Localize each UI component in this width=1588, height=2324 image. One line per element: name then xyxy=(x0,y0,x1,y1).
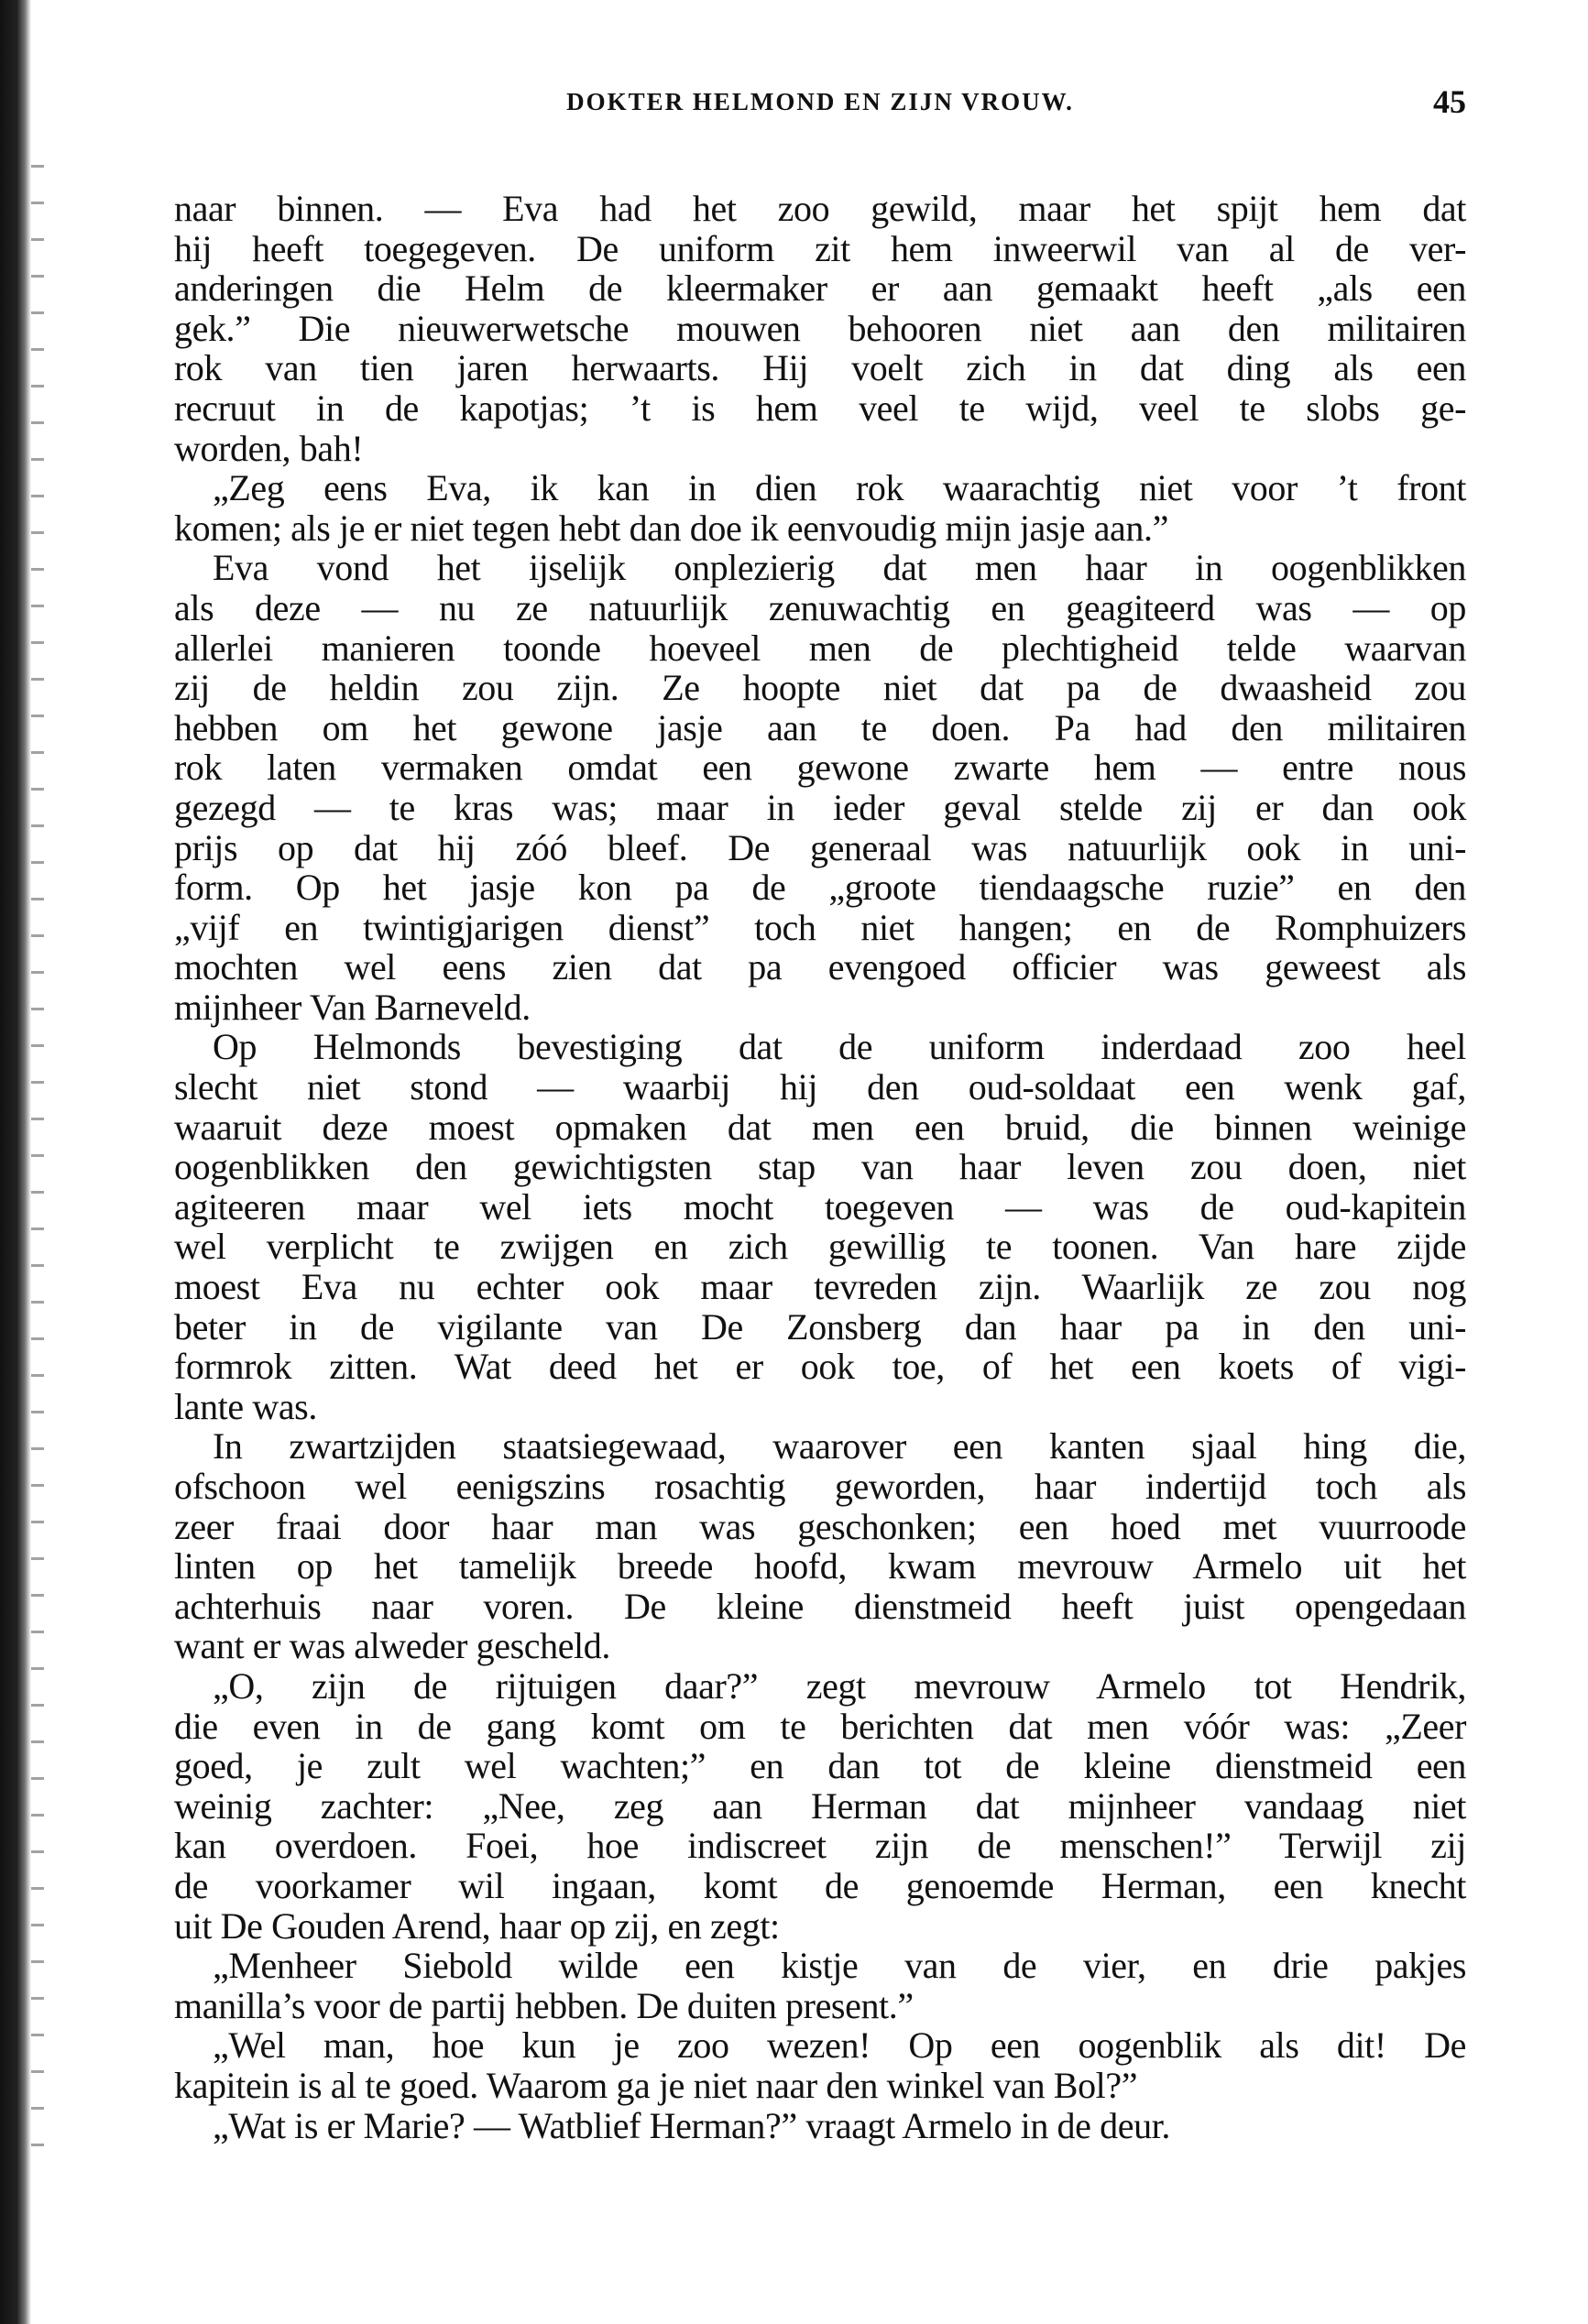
text-line: agiteeren maar wel iets mocht toegeven — was de oud-kapitein xyxy=(174,1185,1466,1227)
text-line: Op Helmonds bevestiging dat de uniform inderdaad zoo heel xyxy=(213,1026,1466,1068)
text-line: gezegd — te kras was; maar in ieder geval stelde zij er dan ook xyxy=(174,786,1466,828)
text-line: kapitein is al te goed. Waarom ga je niet naar den winkel van Bol?” xyxy=(174,2064,1138,2106)
text-line: hij heeft toegegeven. De uniform zit hem inweerwil van al de ver- xyxy=(174,227,1466,269)
scan-binding-edge xyxy=(0,0,31,2324)
text-line: manilla’s voor de partij hebben. De duiten present.” xyxy=(174,1984,914,2026)
text-line: zeer fraai door haar man was geschonken; een hoed met vuurroode xyxy=(174,1505,1466,1547)
page-body xyxy=(174,189,1466,2145)
text-line: naar binnen. — Eva had het zoo gewild, maar het spijt hem dat xyxy=(174,188,1466,229)
text-line: lante was. xyxy=(174,1385,317,1427)
text-line: kan overdoen. Foei, hoe indiscreet zijn de menschen!” Terwijl zij xyxy=(174,1825,1466,1867)
text-line: recruut in de kapotjas; ’t is hem veel te wijd, veel te slobs ge- xyxy=(174,387,1466,429)
page-number: 45 xyxy=(1433,83,1466,120)
text-line: die even in de gang komt om te berichten dat men vóór was: „Zeer xyxy=(174,1705,1466,1747)
text-line: „Wat is er Marie? — Watblief Herman?” vraagt Armelo in de deur. xyxy=(213,2104,1170,2146)
text-line: ofschoon wel eenigszins rosachtig geworden, haar indertijd toch als xyxy=(174,1466,1466,1507)
text-line: slecht niet stond — waarbij hij den oud-soldaat een wenk gaf, xyxy=(174,1066,1466,1108)
page-header xyxy=(174,83,1466,125)
text-line: „vijf en twintigjarigen dienst” toch niet hangen; en de Romphuizers xyxy=(174,906,1466,948)
text-line: „Wel man, hoe kun je zoo wezen! Op een oogenblik als dit! De xyxy=(213,2024,1466,2067)
text-line: form. Op het jasje kon pa de „groote tiendaagsche ruzie” en den xyxy=(174,867,1466,909)
text-line: anderingen die Helm de kleermaker er aan gemaakt heeft „als een xyxy=(174,267,1466,310)
text-line: de voorkamer wil ingaan, komt de genoemde Herman, een knecht xyxy=(174,1864,1466,1906)
text-line: mochten wel eens zien dat pa evengoed officier was geweest als xyxy=(174,946,1466,988)
text-line: prijs op dat hij zóó bleef. De generaal was natuurlijk ook in uni- xyxy=(174,826,1466,868)
text-line: achterhuis naar voren. De kleine dienstmeid heeft juist opengedaan xyxy=(174,1585,1466,1627)
text-line: komen; als je er niet tegen hebt dan doe ik eenvoudig mijn jasje aan.” xyxy=(174,507,1168,549)
text-line: worden, bah! xyxy=(174,427,364,469)
text-line: Eva vond het ijselijk onplezierig dat men haar in oogenblikken xyxy=(213,547,1466,589)
text-line: mijnheer Van Barneveld. xyxy=(174,986,531,1028)
text-line: uit De Gouden Arend, haar op zij, en zegt: xyxy=(174,1904,780,1947)
text-line: rok laten vermaken omdat een gewone zwarte hem — entre nous xyxy=(174,747,1466,789)
text-line: In zwartzijden staatsiegewaad, waarover een kanten sjaal hing die, xyxy=(213,1425,1466,1468)
text-line: „O, zijn de rijtuigen daar?” zegt mevrouw Armelo tot Hendrik, xyxy=(213,1664,1466,1707)
text-line: waaruit deze moest opmaken dat men een bruid, die binnen weinige xyxy=(174,1106,1466,1148)
text-line: „Zeg eens Eva, ik kan in dien rok waarachtig niet voor ’t front xyxy=(213,467,1466,509)
text-line: formrok zitten. Wat deed het er ook toe, of het een koets of vigi- xyxy=(174,1346,1466,1388)
text-line: allerlei manieren toonde hoeveel men de plechtigheid telde waarvan xyxy=(174,627,1466,669)
text-line: rok van tien jaren herwaarts. Hij voelt zich in dat ding als een xyxy=(174,347,1466,389)
text-line: wel verplicht te zwijgen en zich gewillig te toonen. Van hare zijde xyxy=(174,1226,1466,1268)
text-line: „Menheer Siebold wilde een kistje van de vier, en drie pakjes xyxy=(213,1945,1466,1987)
text-line: hebben om het gewone jasje aan te doen. Pa had den militairen xyxy=(174,706,1466,748)
text-line: goed, je zult wel wachten;” en dan tot de kleine dienstmeid een xyxy=(174,1745,1466,1787)
text-line: oogenblikken den gewichtigsten stap van haar leven zou doen, niet xyxy=(174,1146,1466,1188)
text-line: weinig zachter: „Nee, zeg aan Herman dat mijnheer vandaag niet xyxy=(174,1784,1466,1827)
text-line: linten op het tamelijk breede hoofd, kwam mevrouw Armelo uit het xyxy=(174,1545,1466,1588)
text-line: beter in de vigilante van De Zonsberg dan haar pa in den uni- xyxy=(174,1305,1466,1347)
text-line: want er was alweder gescheld. xyxy=(174,1625,610,1667)
text-line: zij de heldin zou zijn. Ze hoopte niet dat pa de dwaasheid zou xyxy=(174,667,1466,709)
text-line: gek.” Die nieuwerwetsche mouwen behooren niet aan den militairen xyxy=(174,307,1466,349)
text-line: moest Eva nu echter ook maar tevreden zijn. Waarlijk ze zou nog xyxy=(174,1266,1466,1308)
scan-binding-shadow xyxy=(31,165,44,2180)
running-title: DOKTER HELMOND EN ZIJN VROUW. xyxy=(566,88,1074,115)
text-line: als deze — nu ze natuurlijk zenuwachtig en geagiteerd was — op xyxy=(174,586,1466,628)
